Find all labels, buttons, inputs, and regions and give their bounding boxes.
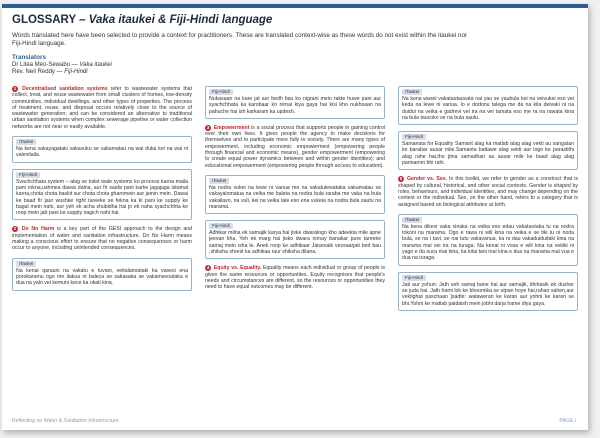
translation-label: Fiji-Hindi <box>209 89 233 95</box>
entry-number-badge: 2 <box>13 226 17 232</box>
translation-box-itaukei <box>12 258 192 291</box>
translation-text: Na kena vakayagataki vakavuku se vakamatau na wai duka kei na wai ni valenilaila. <box>16 146 188 159</box>
translation-label: iTaukei <box>16 139 36 145</box>
translation-box-itaukei <box>205 175 385 214</box>
document-page <box>2 4 588 430</box>
entry-definition: is a social process that supports people in gaining control over their own lives. It gives people the agency to make decisions for themselves and to participate more fully in society. There are many types of empowerment, including economic empowerment (empowering people through financial and economic means), gender empowerment (empowering to create equal power dynamics between and within gender identities); and educational empowerment (empowering people through access to education). <box>205 124 385 169</box>
translation-text: Na kenai qarauni na vakatu e tuvani, veitalanoataki ka vasesi ena porokaramu ogo me ilakua ni baleca se sakasaka se vakamavoataka e dua na yalo vei kemuni kece ka okati kina. <box>16 267 188 287</box>
translation-box-itaukei <box>398 86 578 125</box>
translation-text: Samanata for Equality Samant alag ka matlab alag alag vekti au sangatan ke barabar ausar mile.Samanta batlawe alag vekti aur logo ke parastithi alag rahe hai,tho jitna samadhan au ausar mile ke baad alag alag parinamm bhi rahi. <box>402 141 574 167</box>
translators-block <box>12 54 272 77</box>
translator-1-name: Dr Litea Meo-Sewabu — <box>12 61 78 68</box>
intro-paragraph: Words translated here have been selected to provide a context for practitioners. These are translated context-wise as these words do not exist within the itaukei nor Fiji-Hindi language. <box>12 32 468 47</box>
translation-label: Fiji-Hindi <box>402 134 426 140</box>
translation-box-itaukei <box>398 214 578 266</box>
translation-box-fiji-hindi <box>398 272 578 311</box>
column-1 <box>12 86 192 297</box>
entry-term: Gender vs. Sex. <box>407 176 448 183</box>
glossary-entry-2 <box>12 226 192 251</box>
translation-text: Adhikar milna ek samajik karya hai jiske dwaralogo kho adeekta mile apne jeevan kha. Yeh ek marg hai jisko dwara nirnay banakar pure tareeke samaj mein isha le. Anek roop ke adhikaar Jaisesaik vevsaarjati bed bau ,shiksha shrest ka adhikaa raur shiksha dilana. <box>209 230 381 256</box>
translator-1 <box>12 62 272 70</box>
title-separator: – <box>79 14 86 26</box>
translation-text: Na kena dikevi vaka vinaka na veika eso edau vakatautaka tu na nodra tokoni na marama. Ogo e rawa ni wili kina na veika e se tiki tu ni noda bula, se na i tavi, se nai tutu vakavanua, ka ni dau vakaduiduitaki kina na marama mai vei ira na turaga. Na kenai ni vosa e wili kina na veitiki ni yago e da sucu mai kina, ka kilai tani mai kina e dua na marama mai vua e dua na turaga. <box>402 223 574 262</box>
entry-definition: refer to wastewater systems that collect, treat, and reuse wastewater from small clusters of homes, low-density communities, individual dwellings, and other types of properties. The process of treatment, reuse, and disposal occurs relatively close to the source of wastewater generation; and can be considered an alternative to traditional urban sanitation systems when complex sewerage pipeline or water collection networks are not near or easily available. <box>12 86 192 130</box>
translation-box-fiji-hindi <box>12 169 192 221</box>
entry-term: Decentralised sanitation systems <box>22 86 108 92</box>
title-subtitle: Vaka itaukei & Fiji-Hindi language <box>88 14 273 26</box>
translators-heading: Translators <box>12 54 46 61</box>
column-2 <box>205 86 385 297</box>
title-main: GLOSSARY <box>12 14 76 26</box>
entry-term: Do No Harm <box>21 226 55 233</box>
translator-2-role: Fiji-Hindi <box>64 69 88 76</box>
translation-text: Na kena wasei vakatautauvata nai yau se yaubula kei na veivukei eso vei keda na lewe ni vanua. Io e dodonu talega me da na kila deivaki ni na duidui na veika e gadrevi vei ira na vei tamata eso me ra na rawata kina na bula taucoko se na bula sautu. <box>402 96 574 121</box>
header-bar <box>2 4 588 8</box>
entry-definition: In this toolkit, we refer to gender as a construct that is shaped by cultural, historical, and other social contexts. Gender is shaped by roles, behaviours, and individual identities, and may change depending on the context or the individual. Sex, on the other hand, refers to a category that is assigned based on biological attributes at birth. <box>398 176 578 208</box>
translator-2 <box>12 69 272 77</box>
glossary-entry-4 <box>205 265 385 290</box>
glossary-entry-3 <box>205 125 385 169</box>
translation-label: iTaukei <box>16 261 36 267</box>
translation-label: iTaukei <box>209 178 229 184</box>
translation-label: iTaukei <box>402 89 422 95</box>
entry-definition: Equality means each individual or group of people is given the same resources or opportunities. Equity recognises that people's needs and circumstances are different, so the resources or opportunities they need to have equal outcomes may be different. <box>205 265 385 291</box>
entry-term: Empowerment <box>213 124 250 131</box>
translation-box-itaukei <box>12 136 192 163</box>
translation-box-fiji-hindi <box>205 86 385 119</box>
glossary-entry-5 <box>398 176 578 207</box>
translation-label: Fiji-Hindi <box>16 172 40 178</box>
entry-number-badge: 4 <box>206 265 210 271</box>
entry-number-badge: 3 <box>206 124 210 130</box>
entry-number-badge: 1 <box>13 86 17 91</box>
footer-document-title: Reflecting on Water & Sanitation Infrastructure <box>12 418 119 424</box>
translation-label: Fiji-Hindi <box>209 223 233 229</box>
translation-text: Nukasaan na kare jat aur bedh bau ko nigrani mein rakte huwe pani aur syachchhata ka karobaar ko nirnai kiya gaya hai kisi kho nukhsaan na pahuche hai ish karkaram ka updesh. <box>209 96 381 115</box>
entry-definition: is a key part of the GESI approach to the design and implementation of water and sanitation infrastructure. Do No Harm means making a conscious effort to ensure that no negative consequences or harm occur to anyone, including unintended consequences. <box>12 226 192 252</box>
glossary-entry-1 <box>12 86 192 130</box>
translation-box-fiji-hindi <box>398 131 578 170</box>
page-title <box>12 14 582 26</box>
translation-label: Fiji-Hindi <box>402 275 426 281</box>
entry-number-badge: 5 <box>399 176 403 182</box>
translation-text: Svachchhata system – alag se toilet wale systems ko process karna maila pani rokna,ushmea dawai dalna, aur fir saafa pani karke jagajaga istamal karna,chota chota baskit sur chota chota gharomein aur jamin mein. Dawai ke baad fir jaur wushke right tareeke se fekna ka ki pani ke supply ke bagal mein nahi, aur yeh ek acha shubidha hai jo ek naha syachchhta ke roop mein jab pani ke supply nagich nahi hai. <box>16 178 188 217</box>
translation-text: Na nodra vukei na lewe ni vanua me na vakatulewataka vakamatau se vakayalomatua na veika me baleta na nodra bula raraba me vaka na bula vakailavo, na vuli, kei na veika tale eso ena vukeia na nodra bula sautu na marama. <box>209 184 381 210</box>
footer-page-number: PAGE i <box>559 418 576 424</box>
translation-box-fiji-hindi <box>205 220 385 259</box>
translator-1-role: Vaka itaukei <box>79 61 112 68</box>
translation-text: Jati aur yohun: Jath seh samaj bane hai aur samajik, ithihasik ek dusher se juda hai. Jath hami lok ke bhoomika se utpan hoye hai,rahan sahen,aur vektighat paschaan ]sadte: wataweran ke karan aur yohni ke karan se bhi.Yohni ke matlab paidaish mein jobhi darja hame diya gaya. <box>402 281 574 307</box>
column-3 <box>398 86 578 317</box>
translation-label: iTaukei <box>402 217 422 223</box>
translator-2-name: Rev. Neil Reddy — <box>12 69 63 76</box>
entry-term: Equity vs. Equality. <box>213 265 262 272</box>
